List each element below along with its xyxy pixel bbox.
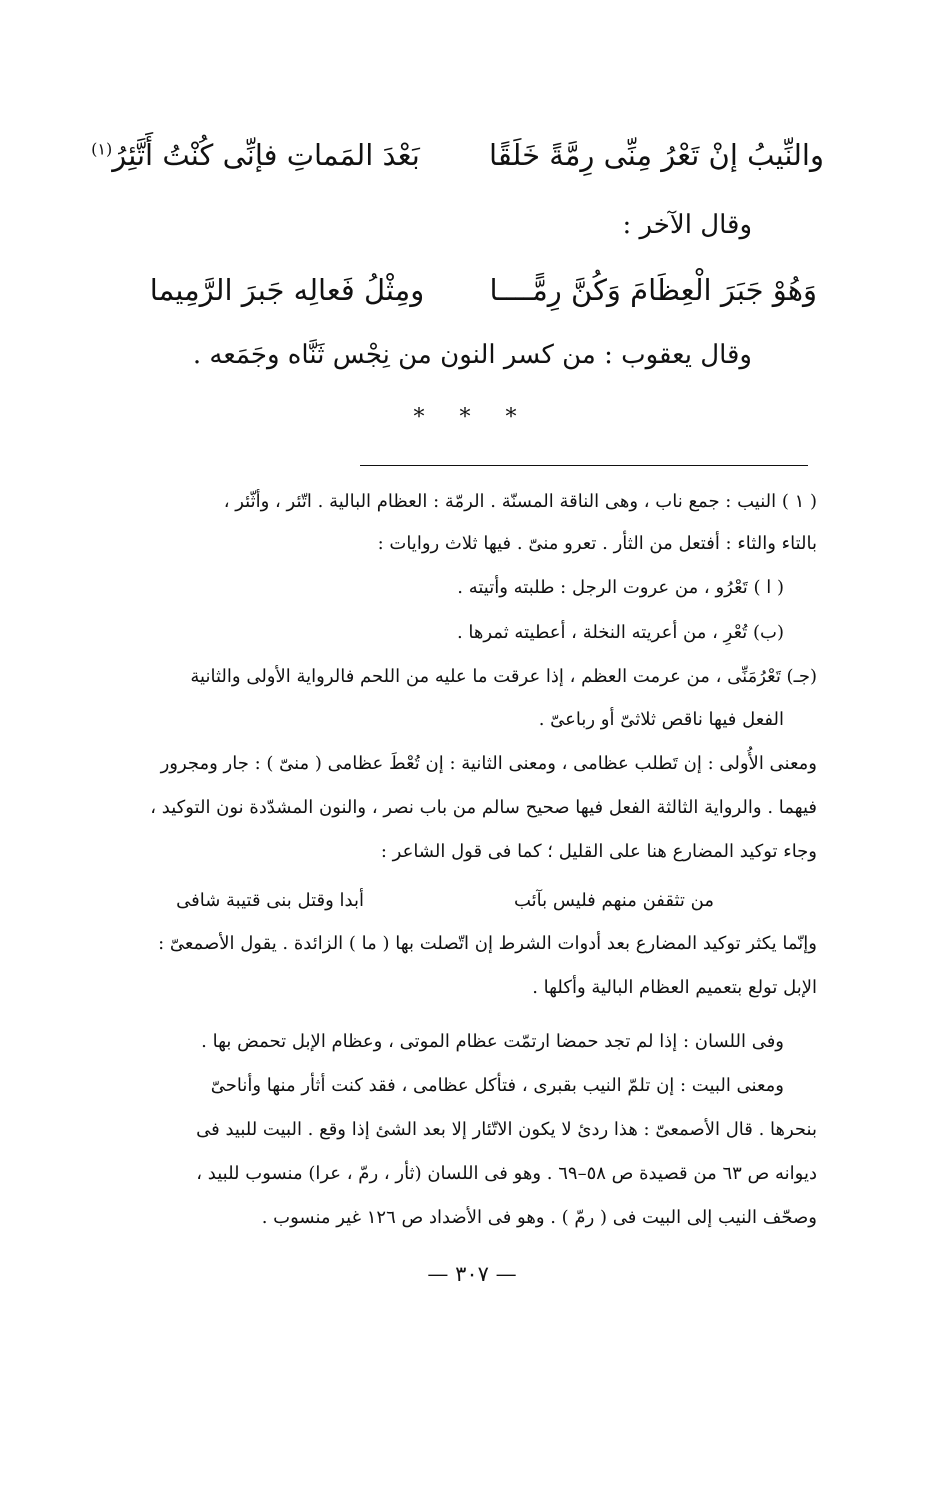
footnote-line-14: بنحرها . قال الأصمعىّ : هذا ردئ لا يكون الاتّئار إلا بعد الشئ إذا وقع . البيت للبيد فى	[196, 1119, 817, 1140]
yaqub-statement: وقال يعقوب : من كسر النون من نِجْس ثَنَّاه وجَمَعه .	[192, 340, 752, 370]
footnote-line-12: وفى اللسان : إذا لم تجد حمضا ارتمّت عظام الموتى ، وعظام الإبل تحمض بها .	[201, 1031, 784, 1052]
quoted-verse-second: أبدا وقتل بنى قتيبة شافى	[176, 890, 364, 911]
verse-1-second-hemistich	[91, 138, 420, 172]
footnote-line-15: ديوانه ص ٦٣ من قصيدة ص ٥٨–٦٩ . وهو فى اللسان (ثأر ، رمّ ، عرا) منسوب للبيد ،	[196, 1163, 817, 1184]
verse-1-second-text: بَعْدَ المَماتِ فإنِّى كُنْتُ أَتَّئِرُ	[112, 138, 420, 172]
verse-2-second-hemistich: ومِثْلُ فَعالِه جَبرَ الرَّمِيما	[149, 273, 425, 307]
verse-2	[150, 273, 817, 307]
footnote-line-16: وصحّف النيب إلى البيت فى ( رمّ ) . وهو فى الأضداد ص ١٢٦ غير منسوب .	[261, 1207, 817, 1228]
footnote-marker: (١)	[91, 139, 113, 159]
footnote-line-11: الإبل تولع بتعميم العظام البالية وأكلها .	[532, 977, 817, 998]
intro-other-poet: وقال الآخر :	[622, 210, 752, 240]
verse-2-first-hemistich: وَهُوْ جَبَرَ الْعِظَامَ وَكُنَّ رِمًّــــا	[489, 273, 817, 307]
footnote-line-2: بالتاء والثاء : أفتعل من الثأر . تعرو منىّ . فيها ثلاث روايات :	[377, 533, 817, 554]
verse-1	[91, 138, 824, 172]
footnote-line-6: الفعل فيها ناقص ثلاثىّ أو رباعىّ .	[538, 709, 784, 730]
quoted-verse-first: من تثقفن منهم فليس بآئب	[513, 890, 714, 911]
footnote-line-10: وإنّما يكثر توكيد المضارع بعد أدوات الشرط إن اتّصلت بها ( ما ) الزائدة . يقول الأصمعىّ :	[158, 933, 817, 954]
footnote-rule	[360, 465, 808, 466]
footnote-line-9: وجاء توكيد المضارع هنا على القليل ؛ كما فى قول الشاعر :	[380, 841, 817, 862]
section-separator: * * *	[413, 405, 531, 430]
footnote-line-13: ومعنى البيت : إن تلمّ النيب بقبرى ، فتأكل عظامى ، فقد كنت أثأر منها وأناحىّ	[210, 1075, 784, 1096]
verse-1-first-hemistich: والنِّيبُ إنْ تَعْرُ مِنِّى رِمَّةً خَلَقًا	[489, 138, 824, 172]
footnote-line-1: ( ١ ) النيب : جمع ناب ، وهى الناقة المسنّة . الرمّة : العظام البالية . اتّئر ، وأثّئر ،	[223, 491, 817, 512]
footnote-line-3: ( ا ) تَعْرُو ، من عروت الرجل : طلبته وأتيته .	[457, 577, 784, 598]
footnote-line-7: ومعنى الأُولى : إن تَطلب عظامى ، ومعنى الثانية : إن تُعْطَ عظامى ( منىّ ) : جار ومجرور	[160, 753, 817, 774]
footnote-line-4: (ب) تُعْرِ ، من أعريته النخلة ، أعطيته ثمرها .	[456, 622, 784, 643]
footnote-line-8: فيهما . والرواية الثالثة الفعل فيها صحيح سالم من باب نصر ، والنون المشدّدة نون التوكيد ،	[150, 797, 817, 818]
page-number: — ٣٠٧ —	[427, 1262, 517, 1286]
footnote-line-5: (جـ) تَعْرُمَنِّى ، من عرمت العظم ، إذا عرقت ما عليه من اللحم فالرواية الأولى والثانية	[190, 666, 817, 687]
